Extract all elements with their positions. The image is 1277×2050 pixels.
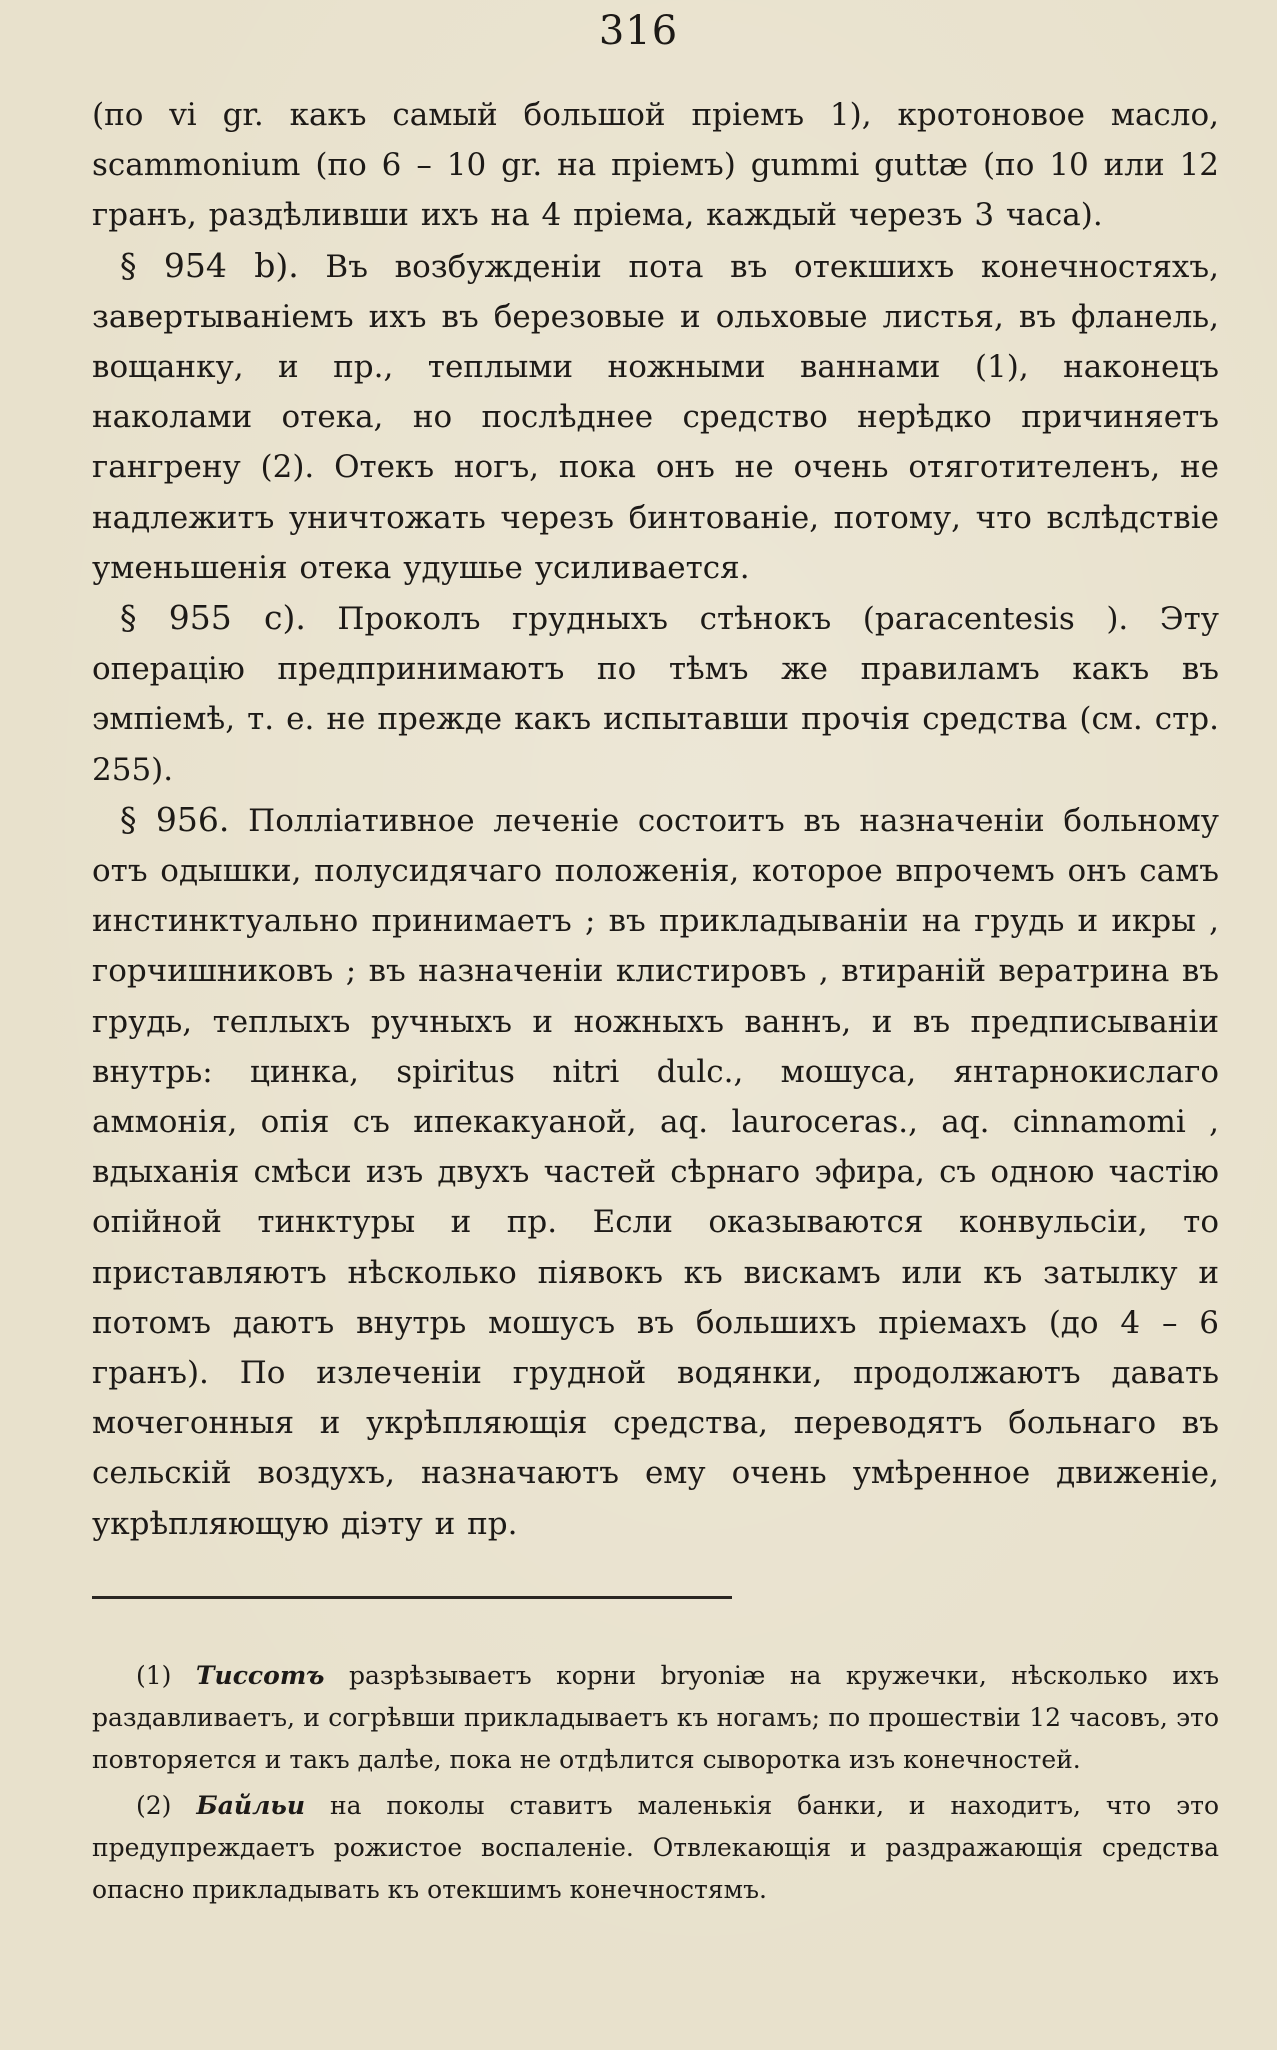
footnote-text: на поколы ставитъ маленькія банки, и находитъ, что это предупреждаетъ рожистое воспаленіе. Отвлекающія и раздражающія средства опасно прикладывать къ отекшимъ конечностямъ.	[92, 1791, 1220, 1904]
footnote-author: Тиссотъ	[195, 1661, 325, 1690]
section-number: § 954 b).	[120, 245, 299, 285]
section-number: § 956.	[120, 799, 230, 839]
footnote-2	[92, 1785, 1219, 1911]
paragraph-954b	[92, 241, 1219, 593]
footnote-marker: (1)	[136, 1661, 172, 1690]
footnote-1	[92, 1655, 1219, 1781]
footnote-marker: (2)	[136, 1791, 172, 1820]
footnote-text: разрѣзываетъ корни bryoniæ на кружечки, нѣсколько ихъ раздавливаетъ, и согрѣвши прикладываетъ къ ногамъ; по прошествіи 12 часовъ, это повторяется и такъ далѣе, пока не отдѣлится сыворотка изъ конечностей.	[92, 1661, 1219, 1774]
footnote-divider	[92, 1596, 732, 1599]
page-number: 316	[598, 8, 679, 54]
paragraph-text: (по vi gr. какъ самый большой пріемъ 1), кротоновое масло, scammonium (по 6 – 10 gr. на пріемъ) gummi guttæ (по 10 или 12 гранъ, раздѣливши ихъ на 4 пріема, каждый черезъ 3 часа).	[92, 97, 1219, 234]
paragraph-continuation	[92, 90, 1219, 241]
paragraph-956	[92, 795, 1219, 1549]
paragraph-text: Проколъ грудныхъ стѣнокъ (paracentesis ). Эту операцію предпринимаютъ по тѣмъ же правиламъ какъ въ эмпіемѣ, т. е. не прежде какъ испытавши прочія средства (см. стр. 255).	[92, 601, 1219, 788]
section-number: § 955 c).	[120, 598, 306, 638]
paragraph-text: Полліативное леченіе состоитъ въ назначеніи больному отъ одышки, полусидячаго положенія, которое впрочемъ онъ самъ инстинктуально принимаетъ ; въ прикладываніи на грудь и икры , горчишниковъ ; въ назначеніи клистировъ , втираній вератрина въ грудь, теплыхъ ручныхъ и ножныхъ ваннъ, и въ предписываніи внутрь: цинка, spiritus nitri dulc., мошуса, янтарнокислаго аммонія, опія съ ипекакуаной, aq. lauroceras., aq. cinnamomi , вдыханія смѣси изъ двухъ частей сѣрнаго эфира, съ одною частію опійной тинктуры и пр. Если оказываются конвульсіи, то приставляютъ нѣсколько піявокъ къ вискамъ или къ затылку и потомъ даютъ внутрь мошусъ въ большихъ пріемахъ (до 4 – 6 гранъ). По излеченіи грудной водянки, продолжаютъ давать мочегонныя и укрѣпляющія средства, переводятъ больнаго въ сельскій воздухъ, назначаютъ ему очень умѣренное движеніе, укрѣпляющую діэту и пр.	[92, 802, 1220, 1542]
footnote-author: Байльи	[196, 1791, 306, 1820]
paragraph-955c	[92, 593, 1219, 795]
footnotes	[92, 1655, 1219, 1915]
main-text	[92, 90, 1219, 1549]
paragraph-text: Въ возбужденіи пота въ отекшихъ конечностяхъ, завертываніемъ ихъ въ березовые и ольховые листья, въ фланель, вощанку, и пр., теплыми ножными ваннами (1), наконецъ наколами отека, но послѣднее средство нерѣдко причиняетъ гангрену (2). Отекъ ногъ, пока онъ не очень отяготителенъ, не надлежитъ уничтожать черезъ бинтованіе, потому, что вслѣдствіе уменьшенія отека удушье усиливается.	[92, 248, 1219, 586]
